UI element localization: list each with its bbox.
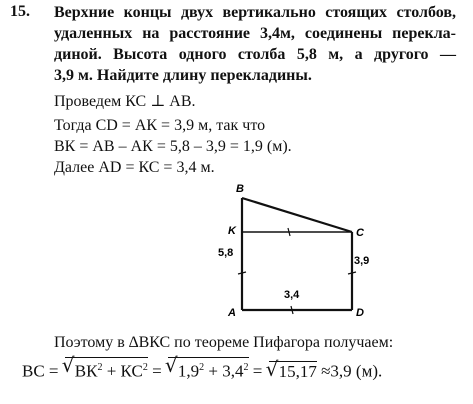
label-c: C <box>356 227 364 239</box>
formula-term: КС <box>120 361 143 381</box>
final-formula <box>22 357 382 382</box>
formula-exponent: 2 <box>199 362 205 373</box>
label-d: D <box>356 307 364 319</box>
formula-term: 3,4 <box>222 361 244 381</box>
radical-3 <box>269 361 317 382</box>
formula-term: 15,17 <box>278 361 317 381</box>
problem-statement <box>54 2 456 86</box>
solution-line: Тогда CD = АК = 3,9 м, так что <box>54 117 266 134</box>
formula-term: 1,9 <box>177 361 200 381</box>
problem-number: 15. <box>10 3 30 20</box>
problem-line: 3,9 м. Найдите длину перекладины. <box>54 67 312 84</box>
formula-exponent: 2 <box>243 362 249 373</box>
problem-line: удаленных на расстояние 3,4м, соединены перекла- <box>54 25 456 42</box>
conclusion-line: Поэтому в ∆ВКС по теореме Пифагора получаем: <box>54 334 394 351</box>
formula-approx: ≈3,9 (м). <box>321 361 383 381</box>
formula-equals: = <box>252 361 263 381</box>
label-a: A <box>228 307 236 319</box>
formula-term: ВК <box>74 361 98 381</box>
solution-line: Далее AD = КС = 3,4 м. <box>54 159 215 176</box>
label-k: K <box>228 225 236 237</box>
geometry-figure <box>206 182 370 320</box>
length-left: 5,8 <box>218 247 234 259</box>
length-right: 3,9 <box>354 255 370 267</box>
label-b: B <box>236 183 244 195</box>
formula-plus: + <box>106 361 117 381</box>
formula-exponent: 2 <box>142 362 148 373</box>
solution-line: Проведем КС ⊥ АВ. <box>54 93 196 110</box>
formula-equals: = <box>152 361 162 381</box>
solution-line: ВК = АВ – АК = 5,8 – 3,9 = 1,9 (м). <box>54 138 292 155</box>
length-bottom: 3,4 <box>284 289 300 301</box>
formula-plus: + <box>208 361 218 381</box>
problem-line: Верхние концы двух вертикально стоящих столбов, <box>54 4 456 21</box>
segment-bc <box>242 198 352 232</box>
formula-exponent: 2 <box>97 362 103 373</box>
radical-2 <box>168 357 249 382</box>
radical-1 <box>65 357 148 382</box>
formula-lhs: ВС = <box>22 361 59 381</box>
problem-line: диной. Высота одного столба 5,8 м, а другого — <box>54 46 456 63</box>
